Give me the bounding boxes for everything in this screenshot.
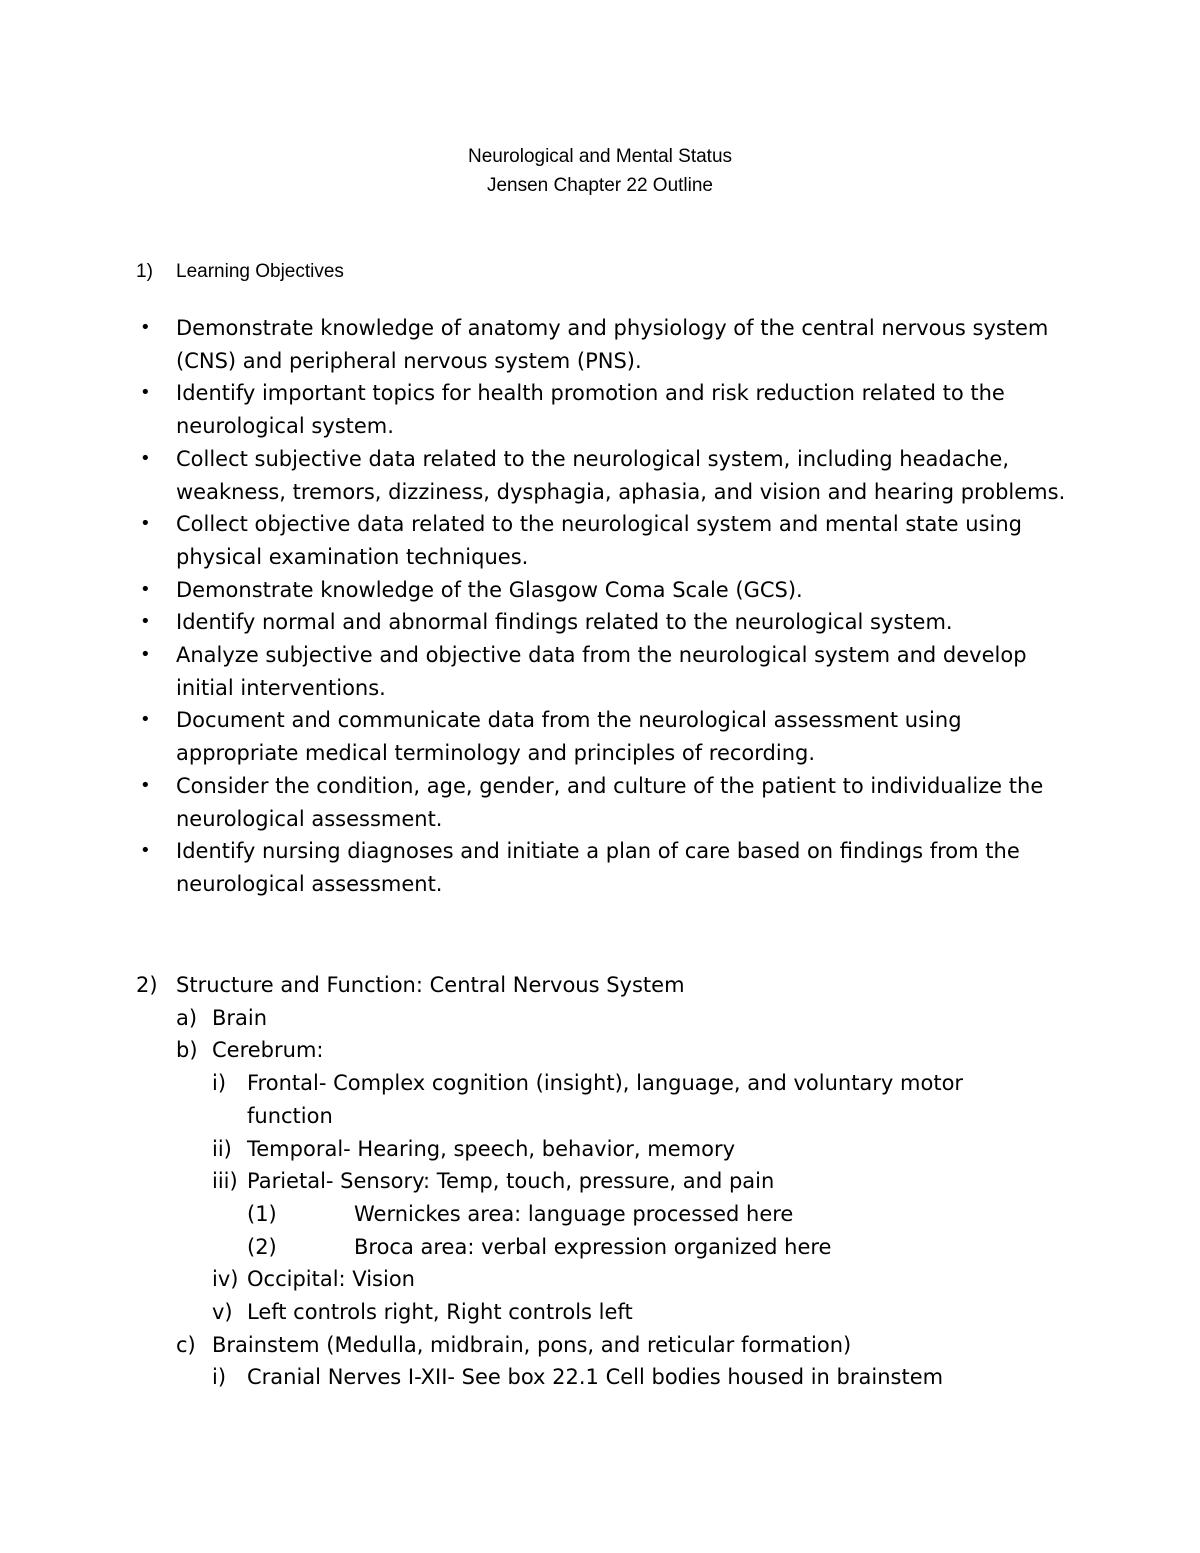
outline-item-brain [136, 1002, 1096, 1035]
outline-item-cranial-nerves [136, 1361, 1096, 1394]
section-number: 2) [136, 973, 158, 997]
list-item [136, 443, 1076, 508]
list-item [136, 574, 1076, 607]
section-heading-row [136, 969, 1096, 1002]
objective-text: Identify nursing diagnoses and initiate a plan of care based on findings from the neurological assessment. [176, 839, 1020, 896]
outline-item-cerebrum [136, 1034, 1096, 1067]
section-heading: Learning Objectives [176, 261, 344, 282]
document-title: Neurological and Mental Status [467, 146, 733, 167]
list-item [136, 508, 1076, 573]
outline-text: Parietal- Sensory: Temp, touch, pressure, and pain [247, 1169, 775, 1194]
objective-text: Consider the condition, age, gender, and culture of the patient to individualize the neurological assessment. [176, 773, 1044, 831]
objective-text: Demonstrate knowledge of the Glasgow Coma Scale (GCS). [176, 577, 803, 602]
outline-item-temporal [136, 1133, 1096, 1166]
outline-text: Frontal- Complex cognition (insight), language, and voluntary motor function [247, 1071, 964, 1128]
outline-text: Wernickes area: language processed here [354, 1201, 794, 1226]
objectives-list [136, 312, 1076, 901]
section-learning-objectives-heading [136, 258, 344, 286]
bullet-icon: • [140, 317, 151, 338]
outline-text: Temporal- Hearing, speech, behavior, memory [247, 1136, 736, 1161]
bullet-icon: • [140, 382, 151, 404]
objective-text: Analyze subjective and objective data from the neurological system and develop initial interventions. [176, 643, 1027, 700]
outline-label: iii) [212, 1169, 238, 1194]
list-item [136, 704, 1076, 769]
outline-item-laterality [136, 1296, 1096, 1329]
list-item [136, 639, 1076, 704]
outline-text: Broca area: verbal expression organized here [354, 1234, 832, 1259]
outline-text: Cranial Nerves I-XII- See box 22.1 Cell bodies housed in brainstem [247, 1365, 944, 1390]
objective-text: Collect subjective data related to the neurological system, including headache, weakness, tremors, dizziness, dysphagia, aphasia, and vision and hearing problems. [176, 446, 1066, 504]
list-item [136, 835, 1076, 900]
outline-text: Occipital: Vision [247, 1267, 415, 1292]
objective-text: Collect objective data related to the neurological system and mental state using physical examination techniques. [176, 512, 1022, 569]
outline-text: Brainstem (Medulla, midbrain, pons, and reticular formation) [212, 1332, 852, 1357]
bullet-icon: • [140, 578, 151, 600]
section-heading: Structure and Function: Central Nervous System [176, 973, 685, 997]
objective-text: Document and communicate data from the neurological assessment using appropriate medical terminology and principles of recording. [176, 708, 962, 766]
outline-label: a) [176, 1005, 198, 1030]
outline-label: i) [212, 1365, 227, 1390]
outline-label: ii) [212, 1136, 232, 1161]
document-subtitle: Jensen Chapter 22 Outline [486, 175, 714, 196]
bullet-icon: • [140, 709, 151, 731]
outline-text: Left controls right, Right controls left [247, 1300, 633, 1325]
outline-item-broca [136, 1231, 1096, 1264]
bullet-icon: • [140, 840, 151, 862]
outline-label: iv) [212, 1267, 239, 1292]
bullet-icon: • [140, 611, 151, 633]
outline-label: (2) [247, 1234, 277, 1259]
objective-text: Identify important topics for health promotion and risk reduction related to the neurological system. [176, 381, 1005, 439]
list-item [136, 377, 1076, 442]
outline-item-brainstem [136, 1329, 1096, 1362]
outline-text: Cerebrum: [212, 1038, 324, 1063]
outline-item-occipital [136, 1263, 1096, 1296]
list-item [136, 770, 1076, 835]
objective-text: Demonstrate knowledge of anatomy and physiology of the central nervous system (CNS) and peripheral nervous system (PNS). [176, 316, 1049, 373]
outline-text: Brain [212, 1005, 268, 1030]
bullet-icon: • [140, 774, 151, 796]
outline-label: v) [212, 1300, 233, 1325]
list-item [136, 606, 1076, 639]
outline-item-parietal [136, 1165, 1096, 1198]
outline-label: c) [176, 1332, 196, 1357]
section-number: 1) [136, 261, 153, 282]
outline-label: b) [176, 1038, 198, 1063]
outline-label: i) [212, 1071, 227, 1096]
outline-label: (1) [247, 1201, 277, 1226]
outline-item-frontal [136, 1067, 1096, 1132]
list-item [136, 312, 1076, 377]
section-structure-function [136, 969, 1096, 1394]
outline-item-wernickes [136, 1198, 1096, 1231]
objective-text: Identify normal and abnormal findings related to the neurological system. [176, 610, 953, 635]
bullet-icon: • [140, 644, 151, 666]
bullet-icon: • [140, 447, 151, 469]
bullet-icon: • [140, 513, 151, 535]
